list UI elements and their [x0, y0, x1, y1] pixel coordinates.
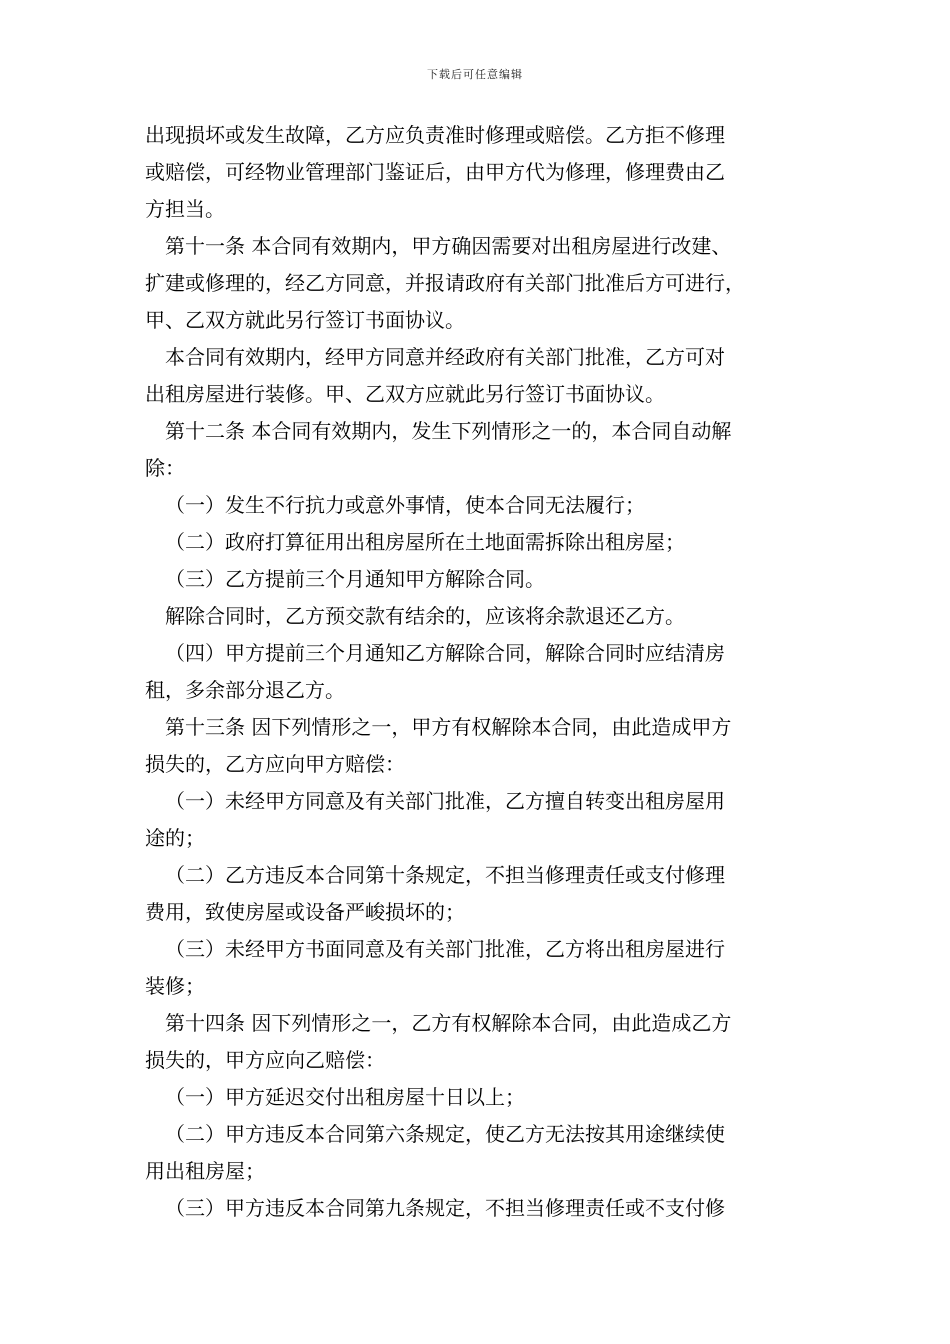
text-line: （二）乙方违反本合同第十条规定，不担当修理责任或支付修理 [165, 863, 725, 887]
text-line: 扩建或修理的，经乙方同意，并报请政府有关部门批准后方可进行， [145, 271, 745, 295]
text-line: 除： [145, 456, 185, 480]
text-line: 费用，致使房屋或设备严峻损坏的； [145, 900, 465, 924]
text-line: 损失的，乙方应向甲方赔偿： [145, 752, 405, 776]
text-line: （二）甲方违反本合同第六条规定，使乙方无法按其用途继续使 [165, 1122, 725, 1146]
text-line: 方担当。 [145, 197, 225, 221]
text-line: 甲、乙双方就此另行签订书面协议。 [145, 308, 465, 332]
text-line: 装修； [145, 974, 205, 998]
text-line: 出现损坏或发生故障，乙方应负责准时修理或赔偿。乙方拒不修理 [145, 123, 725, 147]
text-line: 第十一条 本合同有效期内，甲方确因需要对出租房屋进行改建、 [165, 234, 732, 258]
header-note: 下载后可任意编辑 [427, 68, 523, 81]
text-line: （三）乙方提前三个月通知甲方解除合同。 [165, 567, 545, 591]
text-line: 第十三条 因下列情形之一，甲方有权解除本合同，由此造成甲方 [165, 715, 732, 739]
text-line: 本合同有效期内，经甲方同意并经政府有关部门批准，乙方可对 [165, 345, 725, 369]
document-body [145, 117, 810, 1227]
text-line: 第十四条 因下列情形之一，乙方有权解除本合同，由此造成乙方 [165, 1011, 732, 1035]
text-line: 解除合同时，乙方预交款有结余的，应该将余款退还乙方。 [165, 604, 685, 628]
text-line: 出租房屋进行装修。甲、乙双方应就此另行签订书面协议。 [145, 382, 665, 406]
text-line: 或赔偿，可经物业管理部门鉴证后，由甲方代为修理，修理费由乙 [145, 160, 725, 184]
text-line: （一）甲方延迟交付出租房屋十日以上； [165, 1085, 525, 1109]
text-line: 第十二条 本合同有效期内，发生下列情形之一的，本合同自动解 [165, 419, 732, 443]
text-line: （一）未经甲方同意及有关部门批准，乙方擅自转变出租房屋用 [165, 789, 725, 813]
text-line: 损失的，甲方应向乙赔偿： [145, 1048, 385, 1072]
text-line: （四）甲方提前三个月通知乙方解除合同，解除合同时应结清房 [165, 641, 725, 665]
text-line: （三）未经甲方书面同意及有关部门批准，乙方将出租房屋进行 [165, 937, 725, 961]
text-line: 途的； [145, 826, 205, 850]
text-line: 租，多余部分退乙方。 [145, 678, 345, 702]
text-line: （二）政府打算征用出租房屋所在土地面需拆除出租房屋； [165, 530, 685, 554]
text-line: 用出租房屋； [145, 1159, 265, 1183]
text-line: （三）甲方违反本合同第九条规定，不担当修理责任或不支付修 [165, 1196, 725, 1220]
text-line: （一）发生不行抗力或意外事情，使本合同无法履行； [165, 493, 645, 517]
